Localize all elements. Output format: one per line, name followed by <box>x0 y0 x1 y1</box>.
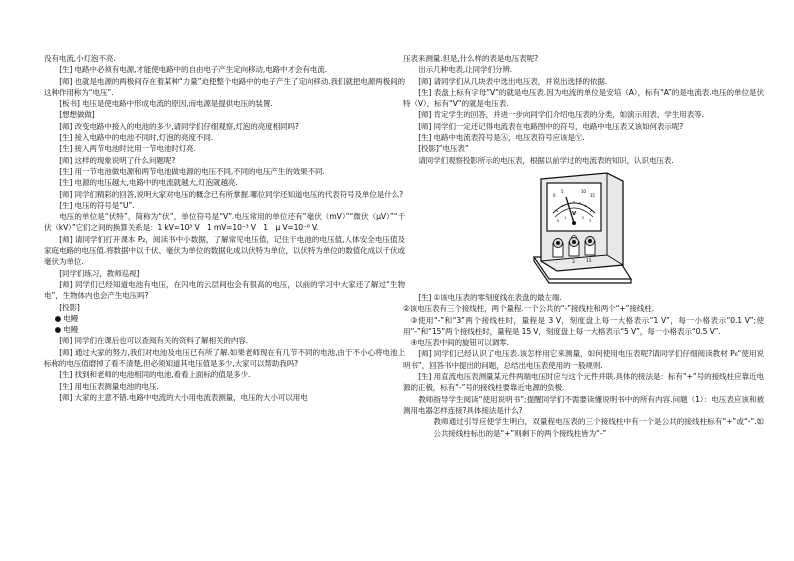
paragraph: [板书] 电压是使电路中形成电流的原因,而电源是提供电压的装置. <box>59 99 273 109</box>
paragraph: [师] 同学们在课后也可以查阅有关的资料了解相关的内容. <box>59 336 248 346</box>
paragraph: [生] 用一节电池做电源和两节电池做电源的电压不同,不同的电压产生的效果不同. <box>59 166 325 176</box>
paragraph: 教师通过引导应使学生明白，双量程电压表的三个接线柱中有一个是公共的接线柱标有“+”或“-”.如公共接线柱标出的是“+”则剩下的两个接线柱皆为“-” <box>433 417 764 438</box>
paragraph: [师] 通过大家的努力,我们对电池及电压已有所了解.如果老师现在有几节不同的电池,由于不小心将电池上标称的电压值磨掉了看不清楚,但必须知道其电压值是多少,大家可以帮助我吗? <box>44 347 405 369</box>
paragraph: [师] 同学们精彩的回答,说明大家对电压的概念已有所掌握.哪位同学还知道电压的代表符号及单位是什么? <box>59 189 404 199</box>
paragraph: [师] 同学们已经知道电池有电压，在闪电的云层间也会有很高的电压，以前的学习中大家还了解过“生物电”，生物体内也会产生电压吗? <box>44 279 405 301</box>
terminal-label-negative: - <box>556 260 558 266</box>
scale-top-15: 15 <box>590 192 595 198</box>
paragraph: [生] 表盘上标有字母“V”的就是电压表.因为电流的单位是安培（A），标有“A”的是电流表.电压的单位是伏特（V），标有“V”的就是电压表. <box>403 87 764 109</box>
scale-bottom-0: 0 <box>557 218 560 223</box>
paragraph: [生] 电源的电压越大,电路中的电流就越大,灯泡就越亮. <box>59 178 238 188</box>
paragraph: [投影]“电压表” <box>418 144 469 154</box>
left-paragraphs <box>44 53 405 403</box>
scale-top-10: 10 <box>581 188 586 194</box>
paragraph: [生] 电路中电流表符号是Ⓐ，电压表符号应该是Ⓥ. <box>418 133 585 143</box>
paragraph: [师] 请同学们从几块表中选出电压表，并说出选择的依据. <box>418 76 607 86</box>
paragraph: [生] 找到和老师的电池相同的电池,看看上面标的值是多少. <box>59 370 251 380</box>
paragraph: [投影] <box>59 302 80 312</box>
voltmeter-icon <box>531 169 635 289</box>
paragraph: 出示几种电表,让同学们分辨. <box>418 65 513 75</box>
terminal-label-3: 3 <box>572 259 575 265</box>
paragraph: [师] 同学们一定还记得电流表在电路图中的符号，电路中电压表又该如何表示呢? <box>418 121 684 131</box>
scale-top-5: 5 <box>561 188 564 194</box>
right-paragraphs-bottom <box>403 292 764 439</box>
paragraph: [师] 同学们已经认识了电压表.该怎样用它来测量，如何使用电压表呢?请同学们仔细阅读教材 P₆“使用说明书”，回答书中提出的问题，总结出电压表使用的一般规则. <box>403 349 764 370</box>
paragraph: 教师指导学生阅读“使用说明书”;提醒同学们不需要读懂说明书中的所有内容.问题（1）：电压表应该和被测用电器怎样连接?具体接法是什么? <box>403 394 764 415</box>
paragraph: 请同学们观察投影所示的电压表，根据以前学过的电流表的知识，认识电压表. <box>418 155 674 165</box>
paragraph: [师] 也就是电源的两极间存在着某种“力量”迫使整个电路中的电子产生了定向移动.我们就把电源两极间的这种作用称为“电压”. <box>44 76 405 97</box>
voltmeter-figure <box>403 166 764 292</box>
dial-label: V <box>572 210 577 217</box>
scale-bottom-1: 1 <box>564 215 567 220</box>
paragraph: ④电压表中间的旋钮可以调零. <box>410 338 509 348</box>
paragraph: [师] 肯定学生的回答，并进一步向同学们介绍电压表的分类，如演示用表、学生用表等. <box>418 110 704 120</box>
bullet-item: ● 电鳗 <box>44 324 405 335</box>
paragraph: [师] 请同学们打开课本 P₂，阅读书中小数据，了解常见电压值，记住干电池的电压值,人体安全电压值及家庭电路的电压值.将数据中以千伏、毫伏为单位的数据化成以伏特为单位，以伏特为单位的数值化成以千伏或毫伏为单位. <box>44 234 405 267</box>
paragraph: [生] 接入两节电池时比用一节电池时灯亮. <box>59 144 196 154</box>
paragraph: [生] 电压的符号是“U”. <box>59 200 135 210</box>
bullet-item: ● 电鳗 <box>44 313 405 324</box>
paragraph: 电压的单位是“伏特”，简称为“伏”，单位符号是“V”.电压常用的单位还有“毫伏（mV）”“微伏（μV）”“千伏（kV）”它们之间的换算关系是：1 kV=10³ V 1 mV=10⁻³ V 1 μ V=10⁻⁶ V. <box>44 212 405 233</box>
left-column <box>44 53 405 403</box>
paragraph: [生] 用直流电压表测量某元件两端电压时应与这个元件并联.具体的接法是：标有“+”号的接线柱应靠近电源的正极，标有“-”号的接线柱要靠近电源的负极. <box>403 372 764 393</box>
scale-bottom-3: 3 <box>589 218 592 223</box>
right-column <box>403 53 764 439</box>
paragraph: [生] 电路中必须有电源,才能使电路中的自由电子产生定向移动,电路中才会有电流. <box>59 65 327 75</box>
paragraph: [师] 改变电路中接入的电池的多少,请同学们仔细观察,灯泡的亮度相同吗? <box>59 121 299 131</box>
paragraph: ③使用“-”和“3”两个接线柱时，量程是 3 V，刻度盘上每一大格表示“1 V”，每一小格表示“0.1 V”;使用“-”和“15”两个接线柱时，量程是 15 V，刻度盘上每一大格表示“5 V”，每一小格表示“0.5 V”. <box>403 315 764 336</box>
paragraph: [生] 接入电路中的电池不同时,灯泡的亮度不同. <box>59 133 214 143</box>
scale-top-0: 0 <box>553 192 556 198</box>
paragraph: 没有电流,小灯泡不亮. <box>44 54 116 63</box>
paragraph: [同学们练习，教师巡视] <box>59 268 140 278</box>
right-paragraphs-top <box>403 53 764 166</box>
scale-bottom-2: 2 <box>582 215 585 220</box>
paragraph: [想想做做] <box>59 110 95 120</box>
paragraph: 压表来测量.但是,什么样的表是电压表呢? <box>403 54 538 63</box>
paragraph: [师] 这样的现象说明了什么问题呢? <box>59 155 176 165</box>
paragraph: ②该电压表有三个接线柱，两个量程.一个公共的“-”接线柱和两个“+”接线柱. <box>403 304 654 314</box>
paragraph: [生] 用电压表测量电池的电压. <box>59 381 159 391</box>
paragraph: [生] ①该电压表的零刻度线在表盘的最左端. <box>418 292 562 302</box>
paragraph: [师] 大家的主意不错.电路中电流的大小用电流表测量，电压的大小可以用电 <box>59 392 308 402</box>
terminal-label-15: 15 <box>586 258 592 264</box>
